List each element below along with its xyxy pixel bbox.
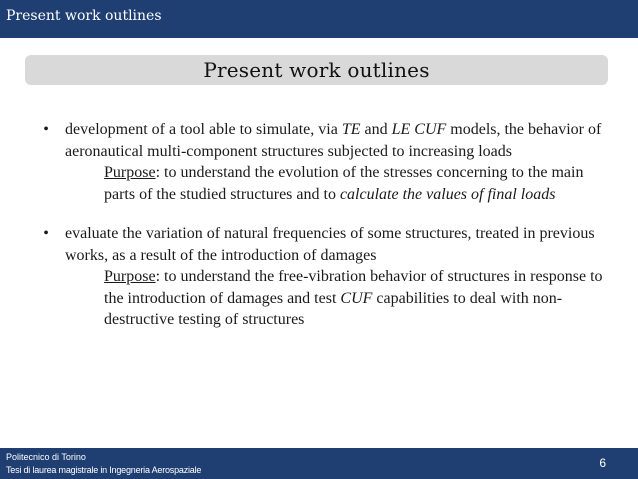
spacer	[40, 205, 610, 223]
slide-title-box	[25, 55, 608, 85]
footer-institution: Politecnico di Torino	[6, 452, 86, 462]
footer-program: Tesi di laurea magistrale in Ingegneria Aerospaziale	[6, 465, 202, 475]
purpose-emphasis: calculate the values of final loads	[339, 185, 556, 203]
bullet-emphasis: LE CUF	[391, 121, 447, 138]
bullet-text: evaluate the variation of natural frequencies of some structures, treated in previous works, as a result of the introduction of damages	[65, 225, 595, 264]
purpose-text: : to understand the free-vibration behavior of structures in response to the introduction of damages and test	[104, 268, 603, 307]
slide-content	[40, 119, 610, 331]
footer-bar	[0, 448, 638, 479]
bullet-emphasis: TE	[341, 121, 361, 138]
header-title: Present work outlines	[6, 8, 162, 24]
purpose-paragraph	[104, 162, 610, 205]
purpose-paragraph	[104, 266, 610, 331]
bullet-item	[40, 223, 610, 266]
slide-heading: Present work outlines	[203, 58, 430, 82]
bullet-item	[40, 119, 610, 162]
bullet-text: and	[360, 121, 392, 138]
purpose-emphasis: CUF	[340, 289, 373, 307]
page-number: 6	[599, 456, 606, 470]
bullet-text: development of a tool able to simulate, via	[65, 121, 342, 138]
purpose-text: capabilities to deal with non-destructive testing of structures	[104, 289, 563, 328]
purpose-text: : to understand the evolution of the stresses concerning to the main parts of the studied structures and to	[104, 164, 584, 203]
bullet-text: models, the behavior of aeronautical multi-component structures subjected to increasing loads	[65, 121, 602, 160]
bullet-dot-icon: •	[43, 121, 49, 138]
purpose-label: Purpose	[104, 268, 156, 285]
header-bar	[0, 0, 638, 38]
bullet-dot-icon: •	[43, 225, 49, 242]
purpose-label: Purpose	[104, 164, 156, 181]
